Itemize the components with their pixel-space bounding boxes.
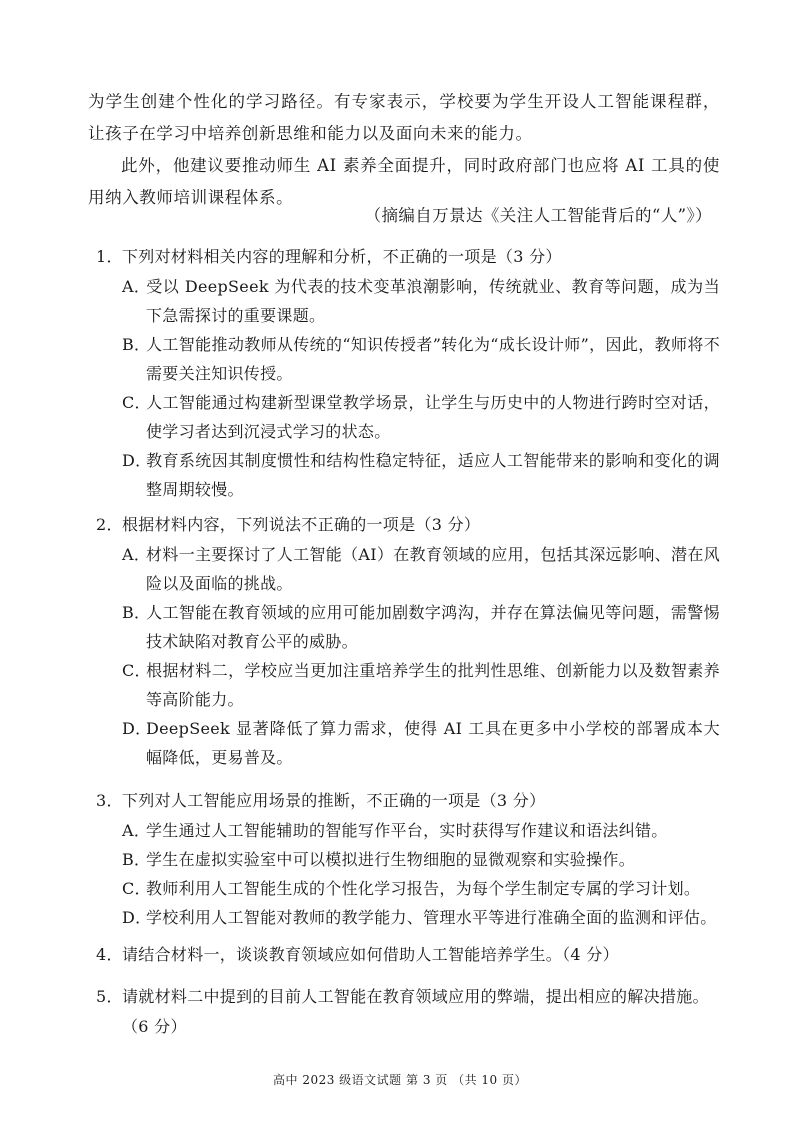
option-label: B． (122, 850, 151, 869)
option-text: 学生通过人工智能辅助的智能写作平台，实时获得写作建议和语法纠错。 (146, 821, 668, 840)
option-text: 学生在虚拟实验室中可以模拟进行生物细胞的显微观察和实验操作。 (146, 850, 636, 869)
option-label: C． (122, 879, 151, 898)
passage-source: （摘编自万景达《关注人工智能背后的“人”》） (364, 206, 712, 225)
option-d (122, 903, 720, 932)
option-c (122, 388, 720, 446)
option-a (122, 540, 720, 598)
option-label: D． (122, 719, 152, 738)
question-number: 5． (96, 987, 123, 1006)
question-stem: 下列对人工智能应用场景的推断，不正确的一项是（3 分） (122, 791, 546, 810)
question-5 (96, 982, 720, 1042)
option-d (122, 714, 720, 772)
option-text: 受以 DeepSeek 为代表的技术变革浪潮影响，传统就业、教育等问题，成为当下急需探讨的重要课题。 (146, 277, 720, 325)
option-b (122, 330, 720, 388)
question-1 (96, 242, 720, 504)
question-number: 4． (96, 945, 123, 964)
option-a (122, 272, 720, 330)
question-4 (96, 940, 720, 970)
option-a (122, 816, 720, 845)
option-text: 学校利用人工智能对教师的教学能力、管理水平等进行准确全面的监测和评估。 (146, 908, 717, 927)
option-text: 人工智能在教育领域的应用可能加剧数字鸿沟，并存在算法偏见等问题，需警惕技术缺陷对教育公平的威胁。 (146, 603, 720, 651)
passage-paragraph-2: 此外，他建议要推动师生 AI 素养全面提升，同时政府部门也应将 AI 工具的使用纳入教师培训课程体系。 (88, 156, 720, 207)
question-number: 2． (96, 515, 123, 534)
option-text: 人工智能推动教师从传统的“知识传授者”转化为“成长设计师”，因此，教师将不需要关注知识传授。 (146, 335, 720, 383)
question-number: 1． (96, 247, 123, 266)
option-label: C． (122, 661, 151, 680)
option-text: 教育系统因其制度惯性和结构性稳定特征，适应人工智能带来的影响和变化的调整周期较慢。 (146, 451, 720, 499)
option-label: C． (122, 393, 151, 412)
option-b (122, 845, 720, 874)
question-3 (96, 786, 720, 932)
question-2 (96, 510, 720, 772)
option-text: 人工智能通过构建新型课堂教学场景，让学生与历史中的人物进行跨时空对话，使学习者达到沉浸式学习的状态。 (146, 393, 720, 441)
question-number: 3． (96, 791, 123, 810)
option-label: B． (122, 603, 151, 622)
option-b (122, 598, 720, 656)
option-text: 根据材料二，学校应当更加注重培养学生的批判性思维、创新能力以及数智素养等高阶能力。 (146, 661, 720, 709)
option-label: A． (122, 821, 151, 840)
question-stem: 下列对材料相关内容的理解和分析，不正确的一项是（3 分） (122, 247, 562, 266)
option-label: D． (122, 451, 152, 470)
option-text: DeepSeek 显著降低了算力需求，使得 AI 工具在更多中小学校的部署成本大幅降低，更易普及。 (146, 719, 720, 767)
option-c (122, 874, 720, 903)
option-label: D． (122, 908, 152, 927)
option-label: A． (122, 545, 151, 564)
passage-paragraph-1: 为学生创建个性化的学习路径。有专家表示，学校要为学生开设人工智能课程群，让孩子在学习中培养创新思维和能力以及面向未来的能力。 (88, 92, 720, 143)
option-text: 材料一主要探讨了人工智能（AI）在教育领域的应用，包括其深远影响、潜在风险以及面临的挑战。 (146, 545, 720, 593)
option-text: 教师利用人工智能生成的个性化学习报告，为每个学生制定专属的学习计划。 (146, 879, 701, 898)
option-label: A． (122, 277, 151, 296)
option-c (122, 656, 720, 714)
page-footer: 高中 2023 级语文试题 第 3 页 （共 10 页） (273, 1073, 527, 1087)
question-stem: 请结合材料一，谈谈教育领域应如何借助人工智能培养学生。（4 分） (122, 945, 619, 964)
question-stem: 请就材料二中提到的目前人工智能在教育领域应用的弊端，提出相应的解决措施。（6 分） (122, 987, 709, 1036)
option-label: B． (122, 335, 151, 354)
question-stem: 根据材料内容，下列说法不正确的一项是（3 分） (122, 515, 481, 534)
option-d (122, 446, 720, 504)
